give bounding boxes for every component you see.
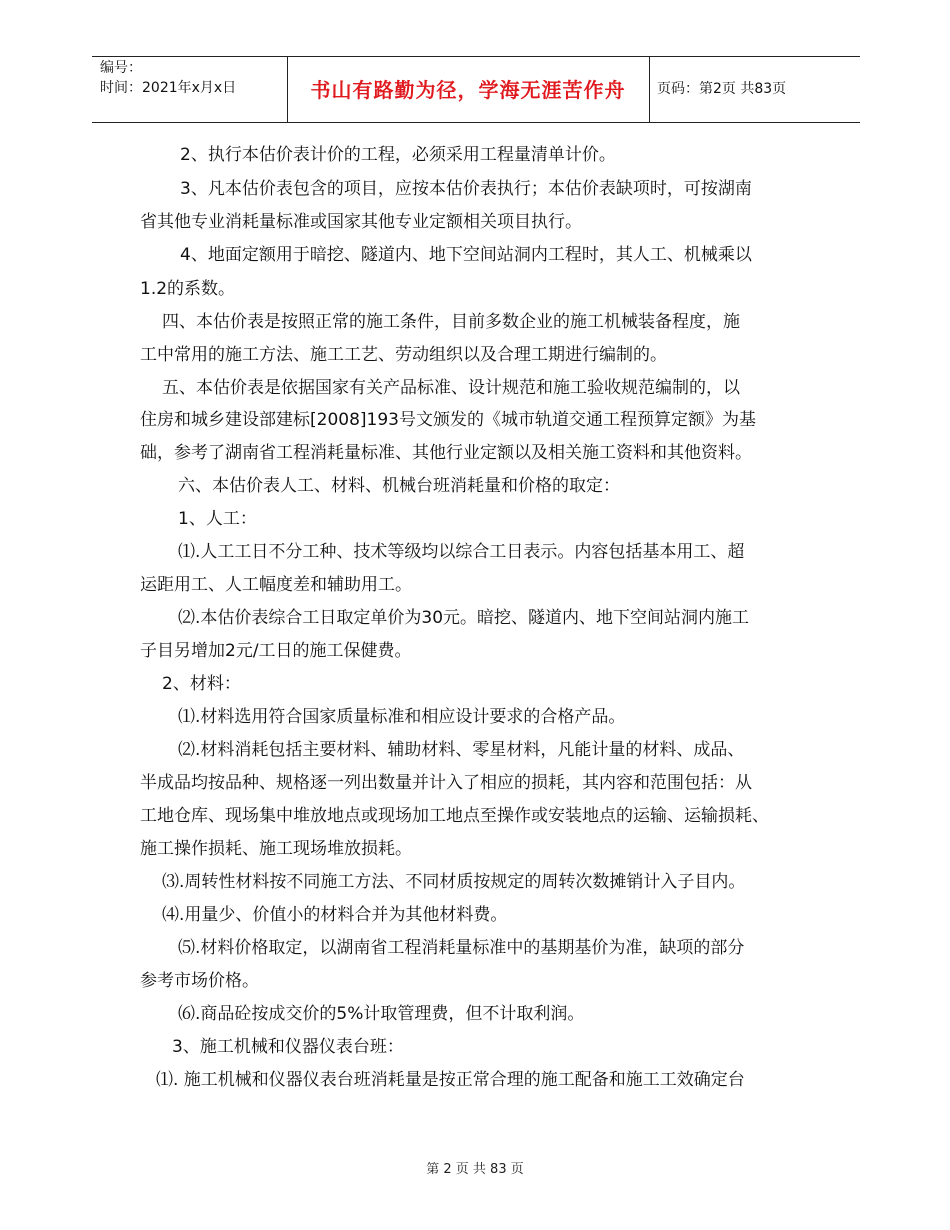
document-time-label: 时间：2021年x月x日 (100, 80, 237, 96)
body-line: 1.2的系数。 (140, 279, 236, 299)
body-line: 子目另增加2元/工日的施工保健费。 (140, 641, 412, 661)
body-line: ⑴.人工工日不分工种、技术等级均以综合工日表示。内容包括基本用工、超 (178, 542, 745, 562)
body-line: ⑶.周转性材料按不同施工方法、不同材质按规定的周转次数摊销计入子目内。 (162, 872, 746, 892)
header-page-info: 页码：第2页 共83页 (657, 81, 787, 97)
body-line: 工中常用的施工方法、施工工艺、劳动组织以及合理工期进行编制的。 (140, 345, 667, 365)
body-line: 五、本估价表是依据国家有关产品标准、设计规范和施工验收规范编制的，以 (162, 378, 740, 398)
body-line: ⑸.材料价格取定，以湖南省工程消耗量标准中的基期基价为准，缺项的部分 (178, 938, 745, 958)
document-number-label: 编号： (100, 60, 142, 76)
body-line: 施工操作损耗、施工现场堆放损耗。 (140, 839, 412, 859)
body-line: 参考市场价格。 (140, 971, 259, 991)
body-line: ⑵.材料消耗包括主要材料、辅助材料、零星材料，凡能计量的材料、成品、 (178, 740, 745, 760)
body-line: 四、本估价表是按照正常的施工条件，目前多数企业的施工机械装备程度，施 (162, 312, 740, 332)
page-footer: 第 2 页 共 83 页 (426, 1162, 524, 1177)
body-line: 运距用工、人工幅度差和辅助用工。 (140, 575, 412, 595)
body-line: 半成品均按品种、规格逐一列出数量并计入了相应的损耗，其内容和范围包括：从 (140, 773, 752, 793)
body-line: ⑵.本估价表综合工日取定单价为30元。暗挖、隧道内、地下空间站洞内施工 (178, 608, 750, 628)
body-line: 3、施工机械和仪器仪表台班： (172, 1037, 404, 1057)
body-line: 4、地面定额用于暗挖、隧道内、地下空间站洞内工程时，其人工、机械乘以 (180, 245, 752, 265)
header-meta (100, 58, 236, 98)
body-line: ⑴. 施工机械和仪器仪表台班消耗量是按正常合理的施工配备和施工工效确定台 (156, 1070, 745, 1090)
body-line: 住房和城乡建设部建标[2008]193号文颁发的《城市轨道交通工程预算定额》为基 (140, 410, 756, 430)
body-line: 1、人工： (178, 509, 257, 529)
header-motto: 书山有路勤为径，学海无涯苦作舟 (310, 78, 626, 102)
body-line: 础，参考了湖南省工程消耗量标准、其他行业定额以及相关施工资料和其他资料。 (140, 443, 752, 463)
body-line: ⑹.商品砼按成交价的5%计取管理费，但不计取利润。 (178, 1004, 585, 1024)
header-divider-right (649, 56, 650, 122)
header-top-rule (92, 56, 860, 57)
body-line: 2、执行本估价表计价的工程，必须采用工程量清单计价。 (180, 145, 616, 165)
body-line: 省其他专业消耗量标准或国家其他专业定额相关项目执行。 (140, 212, 582, 232)
body-line: 工地仓库、现场集中堆放地点或现场加工地点至操作或安装地点的运输、运输损耗、 (140, 806, 769, 826)
body-line: 2、材料： (162, 674, 241, 694)
header-bottom-rule (92, 122, 860, 123)
body-line: 六、本估价表人工、材料、机械台班消耗量和价格的取定： (178, 476, 620, 496)
body-line: 3、凡本估价表包含的项目，应按本估价表执行；本估价表缺项时，可按湖南 (180, 179, 752, 199)
body-line: ⑷.用量少、价值小的材料合并为其他材料费。 (162, 905, 508, 925)
body-line: ⑴.材料选用符合国家质量标准和相应设计要求的合格产品。 (178, 707, 626, 727)
